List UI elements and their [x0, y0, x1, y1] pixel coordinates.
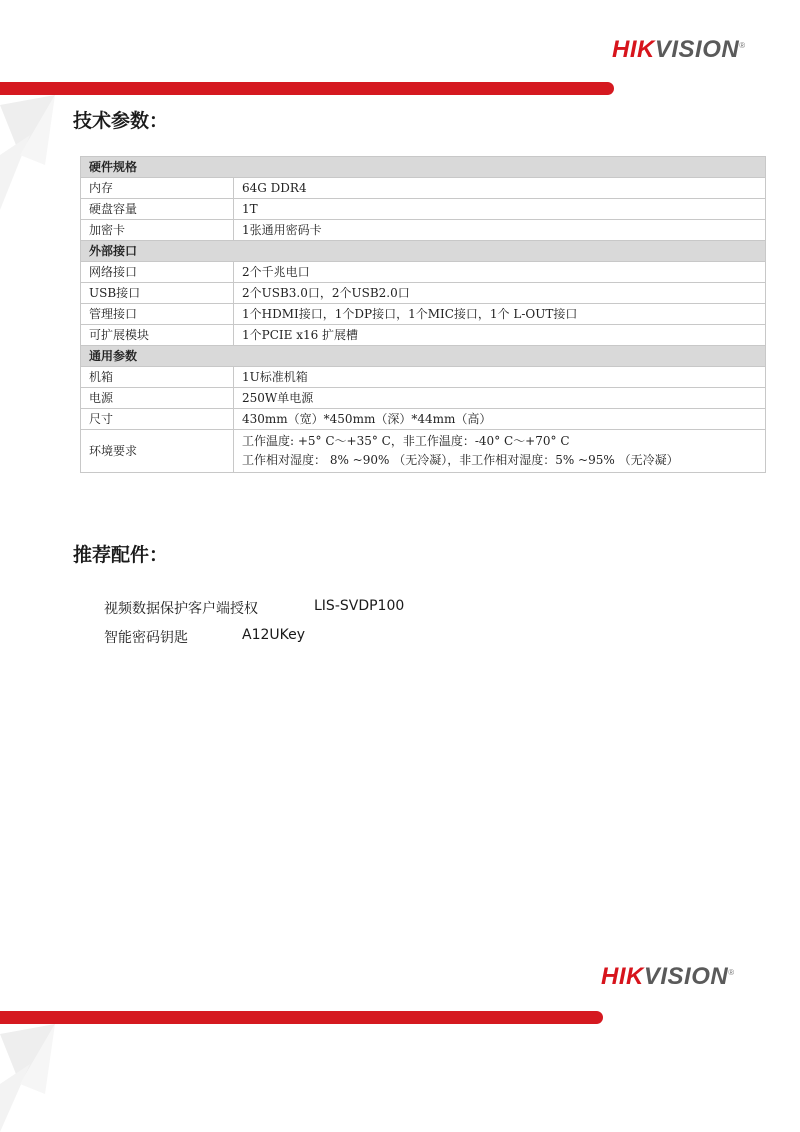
- spec-key: USB接口: [81, 283, 234, 304]
- table-row: [81, 388, 766, 409]
- spec-key: 网络接口: [81, 262, 234, 283]
- spec-key: 环境要求: [81, 430, 234, 473]
- spec-key: 电源: [81, 388, 234, 409]
- table-row: [81, 409, 766, 430]
- spec-group-header: [81, 157, 766, 178]
- accessory-code: LIS-SVDP100: [314, 598, 405, 614]
- footer-red-bar: [0, 1011, 603, 1024]
- header-red-bar: [0, 82, 614, 95]
- table-row: [81, 430, 766, 473]
- logo-hik-text: HIK: [612, 36, 655, 63]
- spec-group-header: [81, 346, 766, 367]
- spec-value: 64G DDR4: [234, 178, 766, 199]
- triangle-decoration-icon: [0, 95, 60, 215]
- list-item: [104, 598, 405, 618]
- group-title: 通用参数: [81, 346, 766, 367]
- table-row: [81, 262, 766, 283]
- spec-key: 可扩展模块: [81, 325, 234, 346]
- table-row: [81, 199, 766, 220]
- spec-value: 430mm（宽）*450mm（深）*44mm（高）: [234, 409, 766, 430]
- spec-key: 机箱: [81, 367, 234, 388]
- logo-vision-text: VISION: [654, 36, 740, 63]
- logo-registered-mark: ®: [728, 968, 735, 977]
- spec-value: 1T: [234, 199, 766, 220]
- accessory-name: 智能密码钥匙: [104, 630, 188, 646]
- table-row: [81, 325, 766, 346]
- triangle-decoration-icon: [0, 1024, 60, 1132]
- logo-vision-text: VISION: [643, 963, 729, 990]
- spec-key: 内存: [81, 178, 234, 199]
- spec-value: 1个HDMI接口，1个DP接口，1个MIC接口，1个 L-OUT接口: [234, 304, 766, 325]
- spec-key: 管理接口: [81, 304, 234, 325]
- logo-hik-text: HIK: [601, 963, 644, 990]
- table-row: [81, 304, 766, 325]
- accessory-name: 视频数据保护客户端授权: [104, 601, 258, 617]
- list-item: [104, 627, 306, 647]
- hikvision-logo-footer: [601, 963, 735, 991]
- spec-section-title: 技术参数：: [73, 110, 169, 132]
- group-title: 硬件规格: [81, 157, 766, 178]
- spec-value: 250W单电源: [234, 388, 766, 409]
- spec-value: [234, 430, 766, 473]
- hikvision-logo: [612, 36, 746, 64]
- accessory-code: A12UKey: [242, 627, 306, 643]
- spec-key: 加密卡: [81, 220, 234, 241]
- spec-key: 硬盘容量: [81, 199, 234, 220]
- spec-table: [80, 156, 766, 473]
- spec-value: 1U标准机箱: [234, 367, 766, 388]
- table-row: [81, 367, 766, 388]
- table-row: [81, 178, 766, 199]
- spec-key: 尺寸: [81, 409, 234, 430]
- spec-value: 2个USB3.0口，2个USB2.0口: [234, 283, 766, 304]
- spec-value: 1个PCIE x16 扩展槽: [234, 325, 766, 346]
- spec-value: 2个千兆电口: [234, 262, 766, 283]
- env-humidity-line: 工作相对湿度： 8% ~90% （无冷凝），非工作相对湿度：5% ~95% （无冷凝）: [242, 453, 679, 467]
- table-row: [81, 283, 766, 304]
- spec-group-header: [81, 241, 766, 262]
- table-row: [81, 220, 766, 241]
- logo-registered-mark: ®: [739, 41, 746, 50]
- group-title: 外部接口: [81, 241, 766, 262]
- env-temperature-line: 工作温度: +5° C～+35° C，非工作温度：-40° C～+70° C: [242, 434, 570, 448]
- spec-value: 1张通用密码卡: [234, 220, 766, 241]
- accessories-section-title: 推荐配件：: [73, 544, 169, 566]
